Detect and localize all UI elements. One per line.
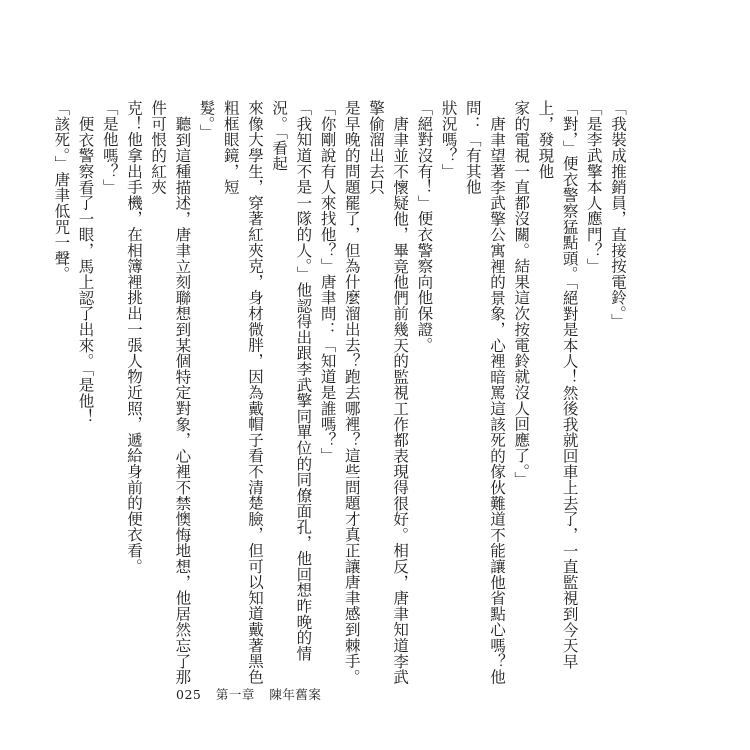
text-line: 唐聿望著李武擎公寓裡的景象，心裡暗罵這該死的傢伙難道不能讓他省點心嗎？他問：「有其他	[463, 100, 506, 685]
text-line: 「是他嗎？」	[100, 100, 119, 195]
text-line: 聽到這種描述，唐聿立刻聯想到某個特定對象，心裡不禁懊悔地想，他居然忘了那件可恨的紅夾	[149, 100, 192, 685]
vertical-text-body	[52, 100, 630, 685]
text-line: 來像大學生，穿著紅夾克，身材微胖，因為戴帽子看不清楚臉，但可以知道戴著黑色粗框眼鏡，短	[221, 100, 264, 685]
text-line: 便衣警察看了一眼，馬上認了出來。「是他！	[76, 115, 95, 424]
chapter-title: 陳年舊案	[269, 687, 322, 702]
text-line: 「是李武擎本人應門？」	[584, 100, 603, 274]
page-number: 025	[176, 687, 202, 702]
text-line: 「我裝成推銷員，直接按電鈴。」	[609, 100, 627, 330]
chapter-label: 第一章	[215, 687, 255, 702]
text-line: 「你剛說有人來找他？」唐聿問：「知道是誰嗎？」	[318, 100, 337, 464]
text-line: 「我知道不是一隊的人。」他認得出跟李武擎同單位的同僚面孔，他回想昨晚的情況。「看起	[270, 100, 313, 662]
text-line: 克！他拿出手機，在相簿裡挑出一張人物近照，遞給身前的便衣看。	[124, 100, 143, 574]
text-line: 髮。」	[197, 100, 216, 140]
text-line: 「對，」便衣警察猛點頭。「絕對是本人！然後我就回車上去了，一直監視到今天早上，發現他	[536, 100, 579, 670]
text-line: 「該死。」唐聿低咒一聲。	[52, 100, 71, 282]
page-footer	[176, 685, 331, 703]
text-line: 唐聿並不懷疑他，畢竟他們前幾天的監視工作都表現得很好。相反，唐聿知道李武擎偷溜出去只	[366, 100, 410, 685]
text-line: 是早晚的問題罷了，但為什麼溜出去？跑去哪裡？這些問題才真正讓唐聿感到棘手。	[342, 100, 361, 685]
text-line: 「絕對沒有！」便衣警察向他保證。	[415, 100, 434, 353]
text-line: 家的電視一直都沒關。結果這次按電鈴就沒人回應了。」	[512, 100, 531, 488]
text-line: 狀況嗎？」	[439, 100, 458, 179]
